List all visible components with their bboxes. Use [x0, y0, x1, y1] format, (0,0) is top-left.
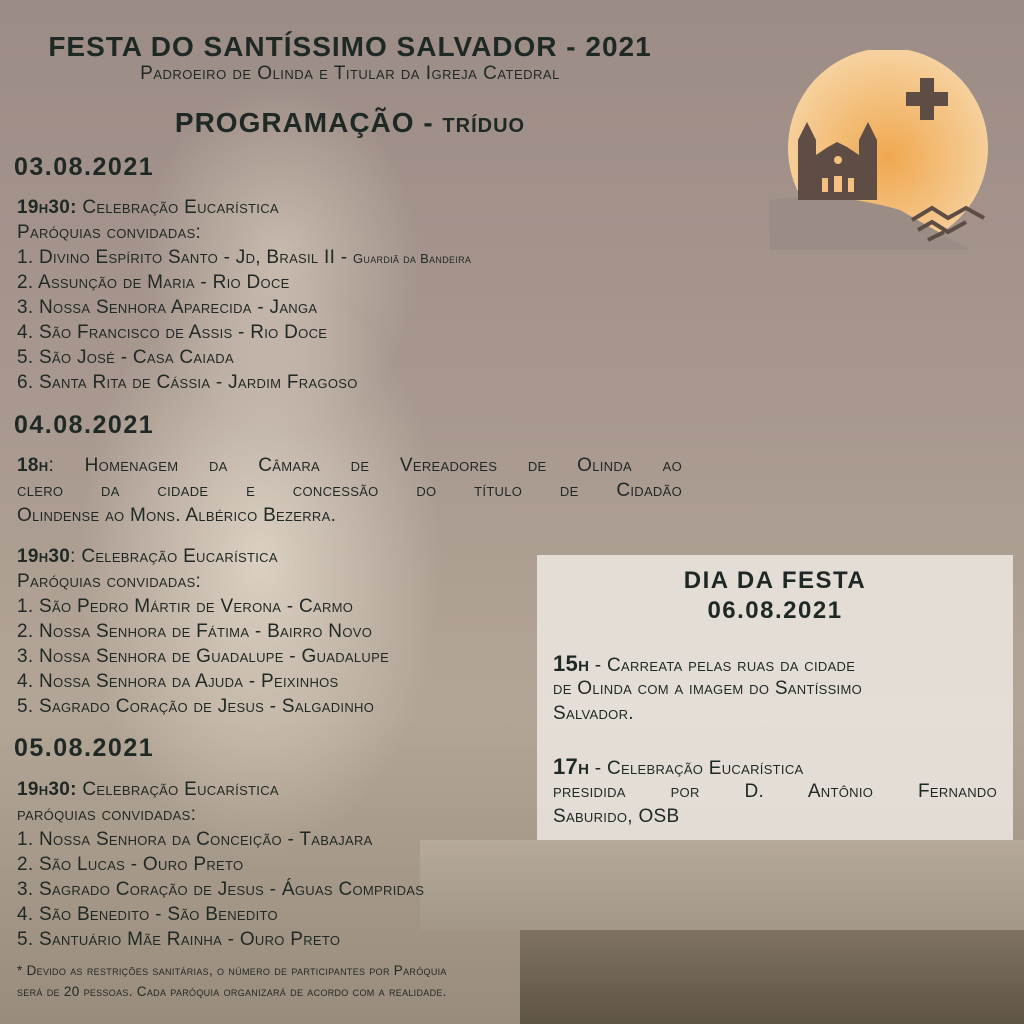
time: 18h: [17, 455, 49, 476]
time: 19h30:: [17, 197, 77, 218]
list-item: 1. São Pedro Mártir de Verona - Carmo: [17, 596, 354, 617]
text: - Celebração Eucarística: [589, 758, 804, 779]
feast-event-line: Saburido, OSB: [553, 806, 680, 827]
day1-invited-label: Paróquias convidadas:: [17, 222, 202, 243]
day2-homage-line: Olindense ao Mons. Albérico Bezerra.: [17, 505, 337, 526]
list-item: 3. Sagrado Coração de Jesus - Águas Compridas: [17, 879, 425, 900]
day2-mass: [17, 545, 278, 569]
text: : Homenagem da Câmara de Vereadores de Olinda ao: [48, 455, 682, 476]
background-sea: [420, 840, 1024, 930]
event: Celebração Eucarística: [76, 197, 279, 218]
list-item: 2. Assunção de Maria - Rio Doce: [17, 272, 290, 293]
feast-event-line: presidida por D. Antônio Fernando: [553, 781, 997, 802]
list-item: 3. Nossa Senhora Aparecida - Janga: [17, 297, 318, 318]
event-title: FESTA DO SANTÍSSIMO SALVADOR - 2021: [48, 31, 652, 62]
feast-day-box: [537, 555, 1013, 840]
day3-invited-label: paróquias convidadas:: [17, 804, 197, 825]
text: - Carreata pelas ruas da cidade: [589, 655, 856, 676]
time: 15h: [553, 651, 590, 676]
list-item: 5. São José - Casa Caiada: [17, 347, 234, 368]
day3-date: 05.08.2021: [14, 734, 155, 762]
time: 19h30: [17, 546, 71, 567]
list-item: 2. São Lucas - Ouro Preto: [17, 854, 244, 875]
list-item: 2. Nossa Senhora de Fátima - Bairro Novo: [17, 621, 373, 642]
list-item: 4. São Benedito - São Benedito: [17, 904, 278, 925]
list-item: 5. Santuário Mãe Rainha - Ouro Preto: [17, 929, 341, 950]
background-trees: [520, 930, 1024, 1024]
day1-mass: [17, 196, 279, 220]
church-sun-cross-logo: [770, 50, 1010, 250]
day2-homage-line: clero da cidade e concessão do título de Cidadão: [17, 480, 682, 501]
list-item: 1. Nossa Senhora da Conceição - Tabajara: [17, 829, 373, 850]
parish: 1. Divino Espírito Santo - Jd, Brasil II -: [17, 247, 353, 268]
list-item: 5. Sagrado Coração de Jesus - Salgadinho: [17, 696, 375, 717]
event: Celebração Eucarística: [76, 779, 279, 800]
event-subtitle: Padroeiro de Olinda e Titular da Igreja Catedral: [140, 63, 560, 84]
footnote-line: * Devido as restrições sanitárias, o número de participantes por Paróquia: [17, 963, 447, 978]
feast-event-line: Salvador.: [553, 703, 634, 724]
parish-note: Guardiã da Bandeira: [353, 251, 472, 266]
feast-event-line: [553, 652, 855, 678]
list-item: 4. São Francisco de Assis - Rio Doce: [17, 322, 328, 343]
day1-date: 03.08.2021: [14, 153, 155, 181]
list-item: [17, 246, 471, 271]
event: : Celebração Eucarística: [70, 546, 278, 567]
day2-homage-line: [17, 454, 682, 478]
day2-date: 04.08.2021: [14, 411, 155, 439]
feast-title: DIA DA FESTA: [683, 567, 867, 594]
feast-event-line: [553, 755, 803, 781]
time: 17h: [553, 754, 590, 779]
time: 19h30:: [17, 779, 77, 800]
day2-invited-label: Paróquias convidadas:: [17, 571, 202, 592]
list-item: 3. Nossa Senhora de Guadalupe - Guadalupe: [17, 646, 390, 667]
footnote-line: será de 20 pessoas. Cada paróquia organizará de acordo com a realidade.: [17, 984, 447, 999]
feast-date: 06.08.2021: [707, 597, 843, 624]
list-item: 6. Santa Rita de Cássia - Jardim Fragoso: [17, 372, 358, 393]
day3-mass: [17, 778, 279, 802]
feast-event-line: de Olinda com a imagem do Santíssimo: [553, 678, 863, 699]
program-heading: PROGRAMAÇÃO - tríduo: [174, 107, 526, 138]
list-item: 4. Nossa Senhora da Ajuda - Peixinhos: [17, 671, 339, 692]
